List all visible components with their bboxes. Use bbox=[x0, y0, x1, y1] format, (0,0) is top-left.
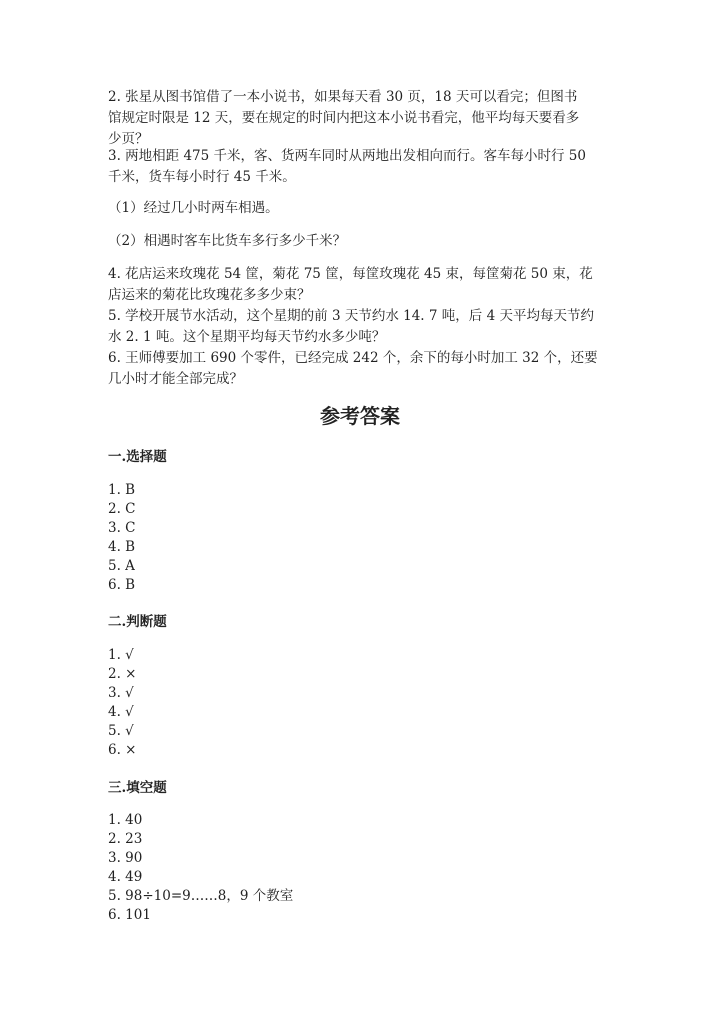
question-3-part-2 bbox=[108, 231, 628, 252]
answer-item: 6. B bbox=[108, 577, 136, 593]
answer-item: 2. × bbox=[108, 666, 137, 682]
answer-item: 4. √ bbox=[108, 704, 134, 720]
answer-item: 4. 49 bbox=[108, 869, 143, 885]
answer-list bbox=[108, 481, 136, 595]
questions-4-6 bbox=[108, 264, 628, 390]
answer-item: 5. √ bbox=[108, 723, 134, 739]
answer-item: 1. B bbox=[108, 482, 136, 498]
question-2 bbox=[108, 87, 628, 150]
answer-item: 3. C bbox=[108, 520, 136, 536]
section-heading: 二.判断题 bbox=[108, 614, 167, 630]
answer-item: 2. 23 bbox=[108, 831, 143, 847]
text-line: 店运来的菊花比玫瑰花多多少束？ bbox=[108, 287, 311, 303]
text-line: 5. 学校开展节水活动，这个星期的前 3 天节约水 14. 7 吨，后 4 天平均每天节约 bbox=[108, 308, 594, 324]
text-line: 3. 两地相距 475 千米，客、货两车同时从两地出发相向而行。客车每小时行 50 bbox=[108, 148, 586, 164]
answer-item: 6. 101 bbox=[108, 907, 151, 923]
section-heading: 三.填空题 bbox=[108, 780, 167, 796]
answer-item: 1. √ bbox=[108, 647, 134, 663]
text-line: 4. 花店运来玫瑰花 54 筐，菊花 75 筐，每筐玫瑰花 45 束，每筐菊花 50 束，花 bbox=[108, 266, 593, 282]
answer-item: 5. 98÷10=9……8，9 个教室 bbox=[108, 888, 294, 904]
answer-item: 2. C bbox=[108, 501, 136, 517]
text-line: 水 2. 1 吨。这个星期平均每天节约水多少吨？ bbox=[108, 329, 386, 345]
answer-list bbox=[108, 646, 136, 760]
text-line: 2. 张星从图书馆借了一本小说书，如果每天看 30 页，18 天可以看完；但图书 bbox=[108, 89, 578, 105]
answer-item: 5. A bbox=[108, 558, 135, 574]
text-line: （2）相遇时客车比货车多行多少千米？ bbox=[108, 233, 347, 249]
text-line: 几小时才能全部完成？ bbox=[108, 371, 243, 387]
question-3 bbox=[108, 146, 628, 188]
text-line: 千米，货车每小时行 45 千米。 bbox=[108, 169, 296, 185]
answer-item: 6. × bbox=[108, 742, 137, 758]
answer-item: 3. 90 bbox=[108, 850, 143, 866]
text-line: 少页？ bbox=[108, 131, 149, 147]
answer-title: 参考答案 bbox=[320, 404, 400, 428]
section-heading: 一.选择题 bbox=[108, 449, 167, 465]
answer-list bbox=[108, 811, 293, 925]
answer-item: 4. B bbox=[108, 539, 136, 555]
text-line: 6. 王师傅要加工 690 个零件，已经完成 242 个，余下的每小时加工 32 个，还要 bbox=[108, 350, 598, 366]
question-3-part-1 bbox=[108, 198, 628, 219]
answer-item: 3. √ bbox=[108, 685, 134, 701]
answer-item: 1. 40 bbox=[108, 812, 143, 828]
text-line: 馆规定时限是 12 天，要在规定的时间内把这本小说书看完，他平均每天要看多 bbox=[108, 110, 580, 126]
text-line: （1）经过几小时两车相遇。 bbox=[108, 200, 279, 216]
